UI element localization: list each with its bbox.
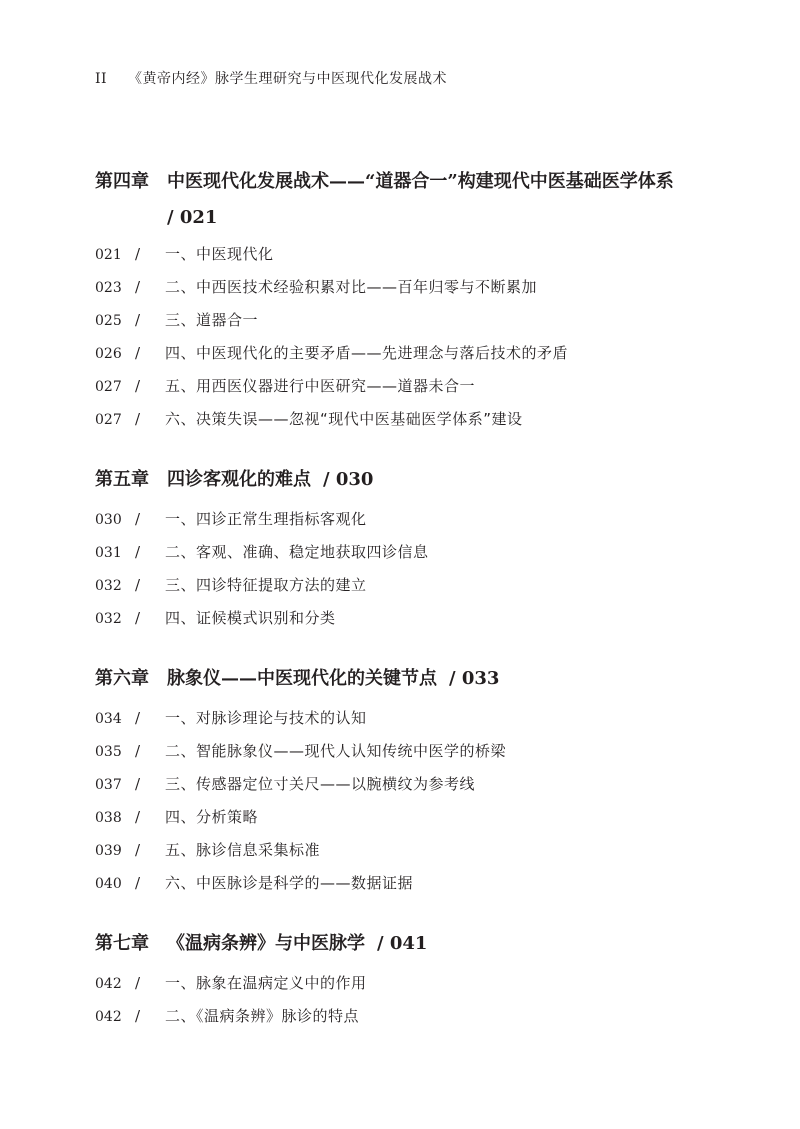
- entry-page: 032: [95, 578, 122, 594]
- entry-title: 一、对脉诊理论与技术的认知: [165, 709, 367, 727]
- chapter-title: 脉象仪——中医现代化的关键节点: [167, 668, 437, 689]
- entry-separator: /: [135, 245, 141, 263]
- entry-page: 038: [95, 810, 122, 826]
- entry-title: 三、四诊特征提取方法的建立: [165, 576, 367, 594]
- toc-entry[interactable]: [95, 509, 367, 530]
- entry-title: 四、证候模式识别和分类: [165, 609, 336, 627]
- toc-entry[interactable]: [95, 873, 413, 894]
- chapter-page: / 041: [377, 933, 428, 954]
- chapter-number: 第五章: [95, 469, 149, 490]
- entry-page: 037: [95, 777, 122, 793]
- toc-entry[interactable]: [95, 244, 274, 265]
- entry-page: 040: [95, 876, 122, 892]
- book-title: 《黄帝内经》脉学生理研究与中医现代化发展战术: [128, 71, 448, 87]
- entry-separator: /: [135, 410, 141, 428]
- running-header: [95, 68, 447, 88]
- entry-separator: /: [135, 742, 141, 760]
- entry-page: 034: [95, 711, 122, 727]
- chapter-title: 中医现代化发展战术——“道器合一”构建现代中医基础医学体系: [167, 171, 674, 192]
- toc-entry[interactable]: [95, 343, 568, 364]
- entry-page: 030: [95, 512, 122, 528]
- entry-separator: /: [135, 543, 141, 561]
- entry-page: 026: [95, 346, 122, 362]
- entry-page: 023: [95, 280, 122, 296]
- entry-separator: /: [135, 841, 141, 859]
- chapter-title: 四诊客观化的难点: [167, 469, 311, 490]
- entry-separator: /: [135, 377, 141, 395]
- chapter-5-heading[interactable]: [95, 468, 373, 492]
- page-folio: II: [95, 71, 108, 87]
- chapter-title: 《温病条辨》与中医脉学: [167, 933, 365, 954]
- entry-page: 021: [95, 247, 122, 263]
- entry-separator: /: [135, 344, 141, 362]
- toc-entry[interactable]: [95, 542, 429, 563]
- entry-title: 三、道器合一: [165, 311, 259, 329]
- entry-page: 035: [95, 744, 122, 760]
- chapter-page: / 033: [449, 668, 500, 689]
- entry-separator: /: [135, 311, 141, 329]
- entry-page: 032: [95, 611, 122, 627]
- entry-separator: /: [135, 576, 141, 594]
- entry-separator: /: [135, 278, 141, 296]
- toc-entry[interactable]: [95, 608, 336, 629]
- entry-separator: /: [135, 609, 141, 627]
- entry-title: 五、用西医仪器进行中医研究——道器未合一: [165, 377, 476, 395]
- entry-page: 031: [95, 545, 122, 561]
- toc-entry[interactable]: [95, 708, 367, 729]
- toc-entry[interactable]: [95, 774, 475, 795]
- entry-page: 027: [95, 379, 122, 395]
- entry-page: 042: [95, 976, 122, 992]
- entry-title: 二、客观、准确、稳定地获取四诊信息: [165, 543, 429, 561]
- entry-title: 二、《温病条辨》脉诊的特点: [165, 1007, 360, 1025]
- entry-title: 四、分析策略: [165, 808, 259, 826]
- entry-separator: /: [135, 974, 141, 992]
- toc-entry[interactable]: [95, 376, 475, 397]
- entry-page: 025: [95, 313, 122, 329]
- chapter-page: / 021: [167, 207, 218, 228]
- entry-separator: /: [135, 709, 141, 727]
- entry-title: 五、脉诊信息采集标准: [165, 841, 321, 859]
- toc-entry[interactable]: [95, 741, 506, 762]
- chapter-6-heading[interactable]: [95, 667, 499, 691]
- entry-title: 一、中医现代化: [165, 245, 274, 263]
- entry-separator: /: [135, 775, 141, 793]
- entry-title: 四、中医现代化的主要矛盾——先进理念与落后技术的矛盾: [165, 344, 569, 362]
- toc-entry[interactable]: [95, 1006, 359, 1027]
- entry-separator: /: [135, 874, 141, 892]
- toc-entry[interactable]: [95, 575, 367, 596]
- chapter-4-heading[interactable]: [95, 170, 674, 230]
- entry-title: 二、中西医技术经验积累对比——百年归零与不断累加: [165, 278, 538, 296]
- chapter-7-heading[interactable]: [95, 932, 427, 956]
- entry-page: 027: [95, 412, 122, 428]
- entry-title: 六、决策失误——忽视“现代中医基础医学体系”建设: [165, 410, 523, 428]
- entry-title: 一、脉象在温病定义中的作用: [165, 974, 367, 992]
- entry-separator: /: [135, 1007, 141, 1025]
- toc-entry[interactable]: [95, 277, 537, 298]
- entry-title: 一、四诊正常生理指标客观化: [165, 510, 367, 528]
- chapter-number: 第六章: [95, 668, 149, 689]
- entry-title: 三、传感器定位寸关尺——以腕横纹为参考线: [165, 775, 476, 793]
- entry-separator: /: [135, 808, 141, 826]
- toc-entry[interactable]: [95, 807, 258, 828]
- chapter-number: 第七章: [95, 933, 149, 954]
- entry-title: 六、中医脉诊是科学的——数据证据: [165, 874, 414, 892]
- toc-entry[interactable]: [95, 310, 258, 331]
- chapter-page: / 030: [323, 469, 374, 490]
- toc-entry[interactable]: [95, 409, 523, 430]
- entry-separator: /: [135, 510, 141, 528]
- toc-entry[interactable]: [95, 973, 367, 994]
- entry-title: 二、智能脉象仪——现代人认知传统中医学的桥梁: [165, 742, 507, 760]
- entry-page: 039: [95, 843, 122, 859]
- entry-page: 042: [95, 1009, 122, 1025]
- chapter-number: 第四章: [95, 171, 149, 192]
- toc-entry[interactable]: [95, 840, 320, 861]
